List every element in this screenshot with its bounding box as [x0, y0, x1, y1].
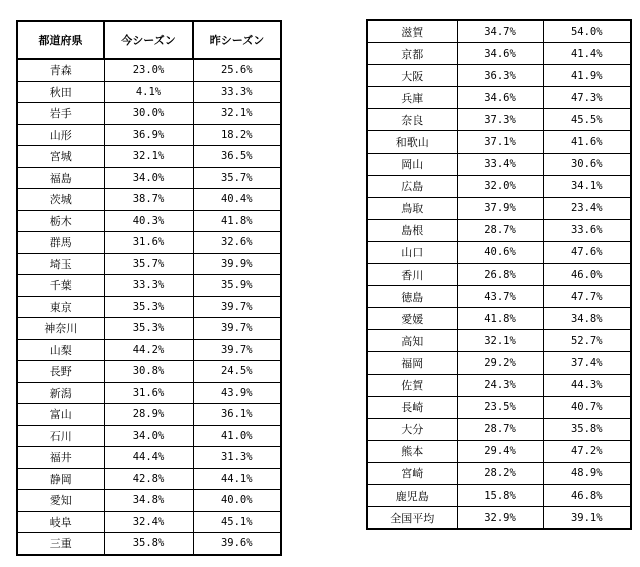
last-season-cell: 54.0%	[543, 20, 631, 43]
prefecture-cell: 大阪	[367, 65, 457, 87]
table-row	[17, 296, 281, 318]
this-season-cell: 34.6%	[457, 43, 543, 65]
this-season-cell: 30.8%	[104, 361, 193, 383]
this-season-cell: 44.2%	[104, 339, 193, 361]
table-row	[367, 20, 631, 43]
prefecture-cell: 新潟	[17, 382, 104, 404]
this-season-cell: 28.2%	[457, 462, 543, 484]
this-season-cell: 36.3%	[457, 65, 543, 87]
this-season-cell: 37.1%	[457, 131, 543, 153]
prefecture-cell: 青森	[17, 59, 104, 81]
table-row	[17, 533, 281, 555]
prefecture-cell: 大分	[367, 418, 457, 440]
prefecture-cell: 岐阜	[17, 511, 104, 533]
this-season-cell: 29.4%	[457, 440, 543, 462]
last-season-cell: 39.1%	[543, 507, 631, 530]
this-season-cell: 32.4%	[104, 511, 193, 533]
this-season-cell: 34.7%	[457, 20, 543, 43]
last-season-cell: 41.6%	[543, 131, 631, 153]
prefecture-cell: 岩手	[17, 103, 104, 125]
prefecture-cell: 和歌山	[367, 131, 457, 153]
prefecture-cell: 富山	[17, 404, 104, 426]
last-season-cell: 18.2%	[193, 124, 281, 146]
this-season-cell: 43.7%	[457, 286, 543, 308]
table-row	[367, 219, 631, 241]
prefecture-cell: 福岡	[367, 352, 457, 374]
table-row	[367, 264, 631, 286]
prefecture-cell: 神奈川	[17, 318, 104, 340]
last-season-cell: 43.9%	[193, 382, 281, 404]
last-season-cell: 40.7%	[543, 396, 631, 418]
table-row	[367, 197, 631, 219]
prefecture-cell: 福井	[17, 447, 104, 469]
table-row	[17, 167, 281, 189]
prefecture-cell: 埼玉	[17, 253, 104, 275]
last-season-cell: 37.4%	[543, 352, 631, 374]
prefecture-cell: 熊本	[367, 440, 457, 462]
prefecture-cell: 鳥取	[367, 197, 457, 219]
this-season-cell: 28.7%	[457, 418, 543, 440]
last-season-cell: 45.5%	[543, 109, 631, 131]
table-row	[17, 59, 281, 81]
this-season-cell: 32.1%	[457, 330, 543, 352]
last-season-cell: 44.1%	[193, 468, 281, 490]
last-season-cell: 41.8%	[193, 210, 281, 232]
table-row	[17, 339, 281, 361]
last-season-cell: 32.1%	[193, 103, 281, 125]
prefecture-cell: 奈良	[367, 109, 457, 131]
last-season-cell: 46.8%	[543, 484, 631, 506]
prefecture-cell: 兵庫	[367, 87, 457, 109]
last-season-cell: 24.5%	[193, 361, 281, 383]
last-season-cell: 33.3%	[193, 81, 281, 103]
table-row	[367, 396, 631, 418]
table-row	[367, 286, 631, 308]
prefecture-cell: 滋賀	[367, 20, 457, 43]
this-season-cell: 35.3%	[104, 296, 193, 318]
this-season-cell: 31.6%	[104, 382, 193, 404]
this-season-cell: 29.2%	[457, 352, 543, 374]
last-season-cell: 34.8%	[543, 308, 631, 330]
last-season-cell: 36.1%	[193, 404, 281, 426]
last-season-cell: 41.0%	[193, 425, 281, 447]
last-season-cell: 44.3%	[543, 374, 631, 396]
prefecture-cell: 広島	[367, 175, 457, 197]
header-prefecture: 都道府県	[17, 21, 104, 59]
last-season-cell: 36.5%	[193, 146, 281, 168]
table-row	[367, 484, 631, 506]
table-row	[367, 440, 631, 462]
this-season-cell: 31.6%	[104, 232, 193, 254]
table-row	[17, 146, 281, 168]
this-season-cell: 23.5%	[457, 396, 543, 418]
prefecture-cell: 徳島	[367, 286, 457, 308]
table-row	[17, 382, 281, 404]
last-season-cell: 46.0%	[543, 264, 631, 286]
table-row	[17, 103, 281, 125]
table-row	[367, 507, 631, 530]
this-season-cell: 26.8%	[457, 264, 543, 286]
last-season-cell: 35.9%	[193, 275, 281, 297]
prefecture-cell: 愛知	[17, 490, 104, 512]
this-season-cell: 15.8%	[457, 484, 543, 506]
table-row	[17, 210, 281, 232]
last-season-cell: 35.7%	[193, 167, 281, 189]
prefecture-cell: 静岡	[17, 468, 104, 490]
last-season-cell: 47.2%	[543, 440, 631, 462]
last-season-cell: 32.6%	[193, 232, 281, 254]
prefecture-cell: 愛媛	[367, 308, 457, 330]
this-season-cell: 4.1%	[104, 81, 193, 103]
left-table	[16, 20, 282, 556]
this-season-cell: 32.0%	[457, 175, 543, 197]
table-row	[367, 109, 631, 131]
table-row	[367, 43, 631, 65]
table-row	[367, 87, 631, 109]
table-row	[17, 81, 281, 103]
last-season-cell: 39.7%	[193, 318, 281, 340]
this-season-cell: 40.6%	[457, 241, 543, 263]
prefecture-cell: 鹿児島	[367, 484, 457, 506]
table-row	[367, 330, 631, 352]
this-season-cell: 34.0%	[104, 425, 193, 447]
this-season-cell: 37.3%	[457, 109, 543, 131]
table-row	[17, 318, 281, 340]
this-season-cell: 35.8%	[104, 533, 193, 555]
last-season-cell: 40.4%	[193, 189, 281, 211]
prefecture-cell: 福島	[17, 167, 104, 189]
table-row	[17, 253, 281, 275]
table-row	[367, 418, 631, 440]
table-row	[367, 462, 631, 484]
last-season-cell: 47.7%	[543, 286, 631, 308]
table-row	[17, 490, 281, 512]
this-season-cell: 32.9%	[457, 507, 543, 530]
prefecture-cell: 山形	[17, 124, 104, 146]
this-season-cell: 33.3%	[104, 275, 193, 297]
prefecture-cell: 茨城	[17, 189, 104, 211]
prefecture-cell: 東京	[17, 296, 104, 318]
last-season-cell: 34.1%	[543, 175, 631, 197]
last-season-cell: 23.4%	[543, 197, 631, 219]
this-season-cell: 30.0%	[104, 103, 193, 125]
table-row	[17, 425, 281, 447]
this-season-cell: 35.7%	[104, 253, 193, 275]
last-season-cell: 33.6%	[543, 219, 631, 241]
table-row	[367, 153, 631, 175]
table-row	[17, 447, 281, 469]
last-season-cell: 39.9%	[193, 253, 281, 275]
last-season-cell: 52.7%	[543, 330, 631, 352]
this-season-cell: 38.7%	[104, 189, 193, 211]
prefecture-cell: 島根	[367, 219, 457, 241]
last-season-cell: 41.4%	[543, 43, 631, 65]
prefecture-cell: 石川	[17, 425, 104, 447]
table-row	[17, 189, 281, 211]
prefecture-cell: 秋田	[17, 81, 104, 103]
prefecture-cell: 宮城	[17, 146, 104, 168]
table-row	[367, 241, 631, 263]
prefecture-cell: 全国平均	[367, 507, 457, 530]
table-row	[17, 124, 281, 146]
last-season-cell: 47.6%	[543, 241, 631, 263]
table-row	[17, 275, 281, 297]
this-season-cell: 36.9%	[104, 124, 193, 146]
prefecture-cell: 山梨	[17, 339, 104, 361]
prefecture-cell: 長野	[17, 361, 104, 383]
last-season-cell: 45.1%	[193, 511, 281, 533]
this-season-cell: 40.3%	[104, 210, 193, 232]
last-season-cell: 35.8%	[543, 418, 631, 440]
this-season-cell: 28.7%	[457, 219, 543, 241]
last-season-cell: 39.6%	[193, 533, 281, 555]
header-row	[17, 21, 281, 59]
this-season-cell: 35.3%	[104, 318, 193, 340]
table-row	[17, 468, 281, 490]
prefecture-cell: 香川	[367, 264, 457, 286]
prefecture-cell: 山口	[367, 241, 457, 263]
table-row	[17, 361, 281, 383]
header-last-season: 昨シーズン	[193, 21, 281, 59]
last-season-cell: 40.0%	[193, 490, 281, 512]
last-season-cell: 30.6%	[543, 153, 631, 175]
prefecture-cell: 千葉	[17, 275, 104, 297]
this-season-cell: 44.4%	[104, 447, 193, 469]
this-season-cell: 41.8%	[457, 308, 543, 330]
this-season-cell: 23.0%	[104, 59, 193, 81]
last-season-cell: 39.7%	[193, 296, 281, 318]
prefecture-cell: 長崎	[367, 396, 457, 418]
last-season-cell: 25.6%	[193, 59, 281, 81]
prefecture-cell: 高知	[367, 330, 457, 352]
prefecture-cell: 三重	[17, 533, 104, 555]
this-season-cell: 32.1%	[104, 146, 193, 168]
this-season-cell: 24.3%	[457, 374, 543, 396]
prefecture-cell: 宮崎	[367, 462, 457, 484]
table-row	[367, 352, 631, 374]
this-season-cell: 37.9%	[457, 197, 543, 219]
this-season-cell: 34.8%	[104, 490, 193, 512]
last-season-cell: 48.9%	[543, 462, 631, 484]
prefecture-cell: 佐賀	[367, 374, 457, 396]
table-row	[17, 404, 281, 426]
table-row	[367, 175, 631, 197]
prefecture-cell: 岡山	[367, 153, 457, 175]
table-row	[367, 131, 631, 153]
this-season-cell: 34.0%	[104, 167, 193, 189]
prefecture-cell: 栃木	[17, 210, 104, 232]
last-season-cell: 47.3%	[543, 87, 631, 109]
prefecture-cell: 群馬	[17, 232, 104, 254]
this-season-cell: 28.9%	[104, 404, 193, 426]
last-season-cell: 31.3%	[193, 447, 281, 469]
last-season-cell: 39.7%	[193, 339, 281, 361]
table-row	[17, 511, 281, 533]
table-row	[367, 374, 631, 396]
table-row	[367, 308, 631, 330]
last-season-cell: 41.9%	[543, 65, 631, 87]
table-row	[367, 65, 631, 87]
prefecture-cell: 京都	[367, 43, 457, 65]
this-season-cell: 34.6%	[457, 87, 543, 109]
this-season-cell: 42.8%	[104, 468, 193, 490]
right-table	[366, 19, 632, 530]
header-this-season: 今シーズン	[104, 21, 193, 59]
this-season-cell: 33.4%	[457, 153, 543, 175]
table-row	[17, 232, 281, 254]
